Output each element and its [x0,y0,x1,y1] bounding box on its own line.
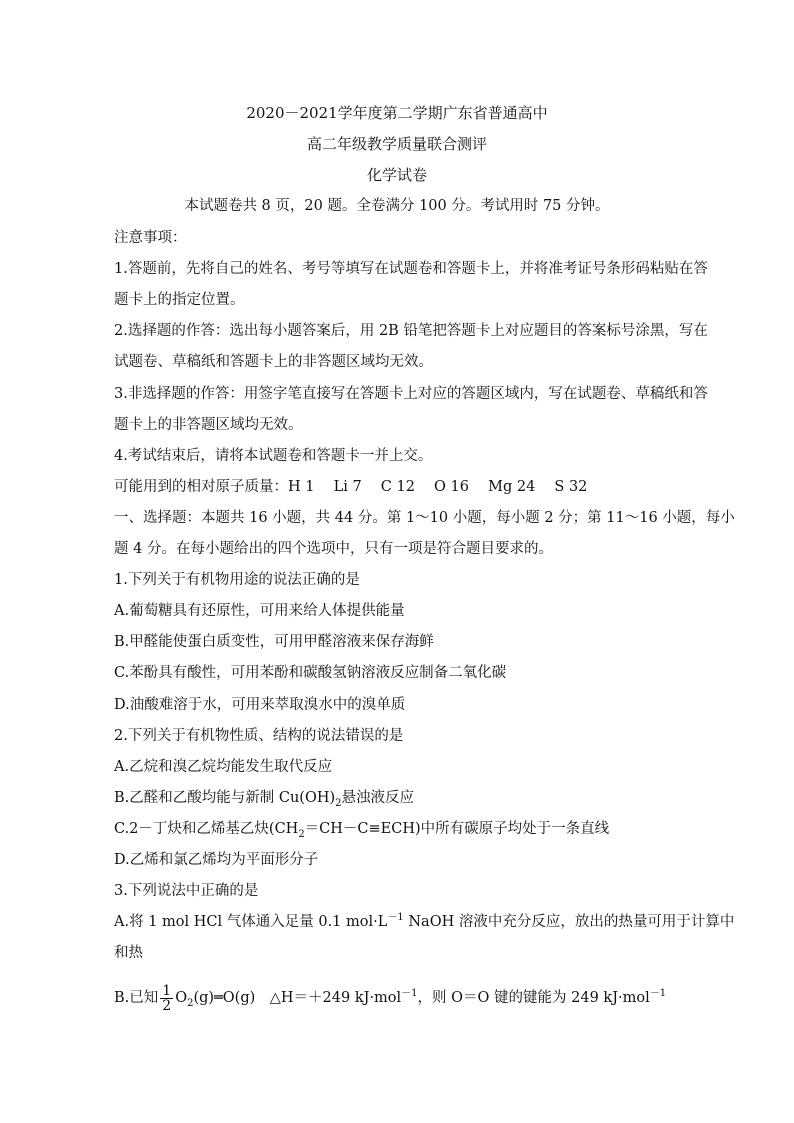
q3-b-sup2: －1 [649,988,667,1000]
q2-c-sub: 2 [298,828,305,840]
q3-b-mid2: ，则 O＝O 键的键能为 249 kJ·mol [417,990,650,1006]
note-1-line1: 1.答题前，先将自己的姓名、考号等填写在试题卷和答题卡上，并将准考证号条形码粘贴在答 [114,261,708,277]
q3-option-a-line1 [114,912,734,932]
q1-option-b: B.甲醛能使蛋白质变性，可用甲醛溶液来保存海鲜 [114,634,434,650]
q2-b-sub: 2 [335,797,342,809]
q3-option-a-line2: 和热 [114,945,143,961]
q3-b-sub: 2 [187,997,194,1009]
q3-a-sup: －1 [387,912,404,924]
exam-title-line2: 高二年级教学质量联合测评 [306,135,487,153]
section1-intro-line1: 一、选择题：本题共 16 小题，共 44 分。第 1～10 小题，每小题 2 分；第 11～16 小题，每小 [114,510,735,526]
note-2-line1: 2.选择题的作答：选出每小题答案后，用 2B 铅笔把答题卡上对应题目的答案标号涂黑，写在 [114,323,708,339]
q1-option-c: C.苯酚具有酸性，可用苯酚和碳酸氢钠溶液反应制备二氧化碳 [114,665,507,681]
q3-b-sup1: －1 [401,988,418,1000]
fraction-one-half [160,984,173,1013]
q1-stem: 1.下列关于有机物用途的说法正确的是 [114,572,360,588]
atomic-masses: 可能用到的相对原子质量：H 1 Li 7 C 12 O 16 Mg 24 S 32 [114,479,588,495]
note-2-line2: 试题卷、草稿纸和答题卡上的非答题区域均无效。 [114,354,433,370]
exam-title-line3: 化学试卷 [366,166,427,184]
q2-c-pre: C.2－丁炔和乙烯基乙炔(CH [114,821,299,837]
q2-option-c [114,819,609,839]
q3-a-pre: A.将 1 mol HCl 气体通入足量 0.1 mol·L [114,914,388,930]
note-3-line1: 3.非选择题的作答：用签字笔直接写在答题卡上对应的答题区域内，写在试题卷、草稿纸和答 [114,386,708,402]
q2-b-post: 悬浊液反应 [341,790,415,806]
q2-c-post: ＝CH－C≡ECH)中所有碳原子均处于一条直线 [304,821,610,837]
section1-intro-line2: 题 4 分。在每小题给出的四个选项中，只有一项是符合题目要求的。 [114,541,553,557]
exam-info: 本试题卷共 8 页，20 题。全卷满分 100 分。考试用时 75 分钟。 [184,198,610,214]
note-1-line2: 题卡上的指定位置。 [114,292,245,308]
q2-option-a: A.乙烷和溴乙烷均能发生取代反应 [114,759,333,775]
q3-b-pre: B.已知 [114,990,159,1006]
q2-b-pre: B.乙醛和乙酸均能与新制 Cu(OH) [114,790,336,806]
q3-b-mid: (g)═O(g) △H＝＋249 kJ·mol [193,990,402,1006]
note-3-line2: 题卡上的非答题区域均无效。 [114,417,303,433]
q3-option-b [114,978,666,1018]
q1-option-a: A.葡萄糖具有还原性，可用来给人体提供能量 [114,603,405,619]
q1-option-d: D.油酸难溶于水，可用来萃取溴水中的溴单质 [114,697,406,713]
note-4: 4.考试结束后，请将本试题卷和答题卡一并上交。 [114,448,433,464]
q2-option-d: D.乙烯和氯乙烯均为平面形分子 [114,852,319,868]
q3-b-o: O [175,990,188,1006]
q2-stem: 2.下列关于有机物性质、结构的说法错误的是 [114,728,404,744]
fraction-denominator: 2 [162,997,172,1014]
exam-title-line1: 2020－2021学年度第二学期广东省普通高中 [246,104,548,122]
notes-heading: 注意事项： [114,230,187,246]
q2-option-b [114,788,414,808]
fraction-numerator: 1 [162,982,172,999]
q3-a-post: NaOH 溶液中充分反应，放出的热量可用于计算中 [403,914,735,930]
q3-stem: 3.下列说法中正确的是 [114,883,259,899]
